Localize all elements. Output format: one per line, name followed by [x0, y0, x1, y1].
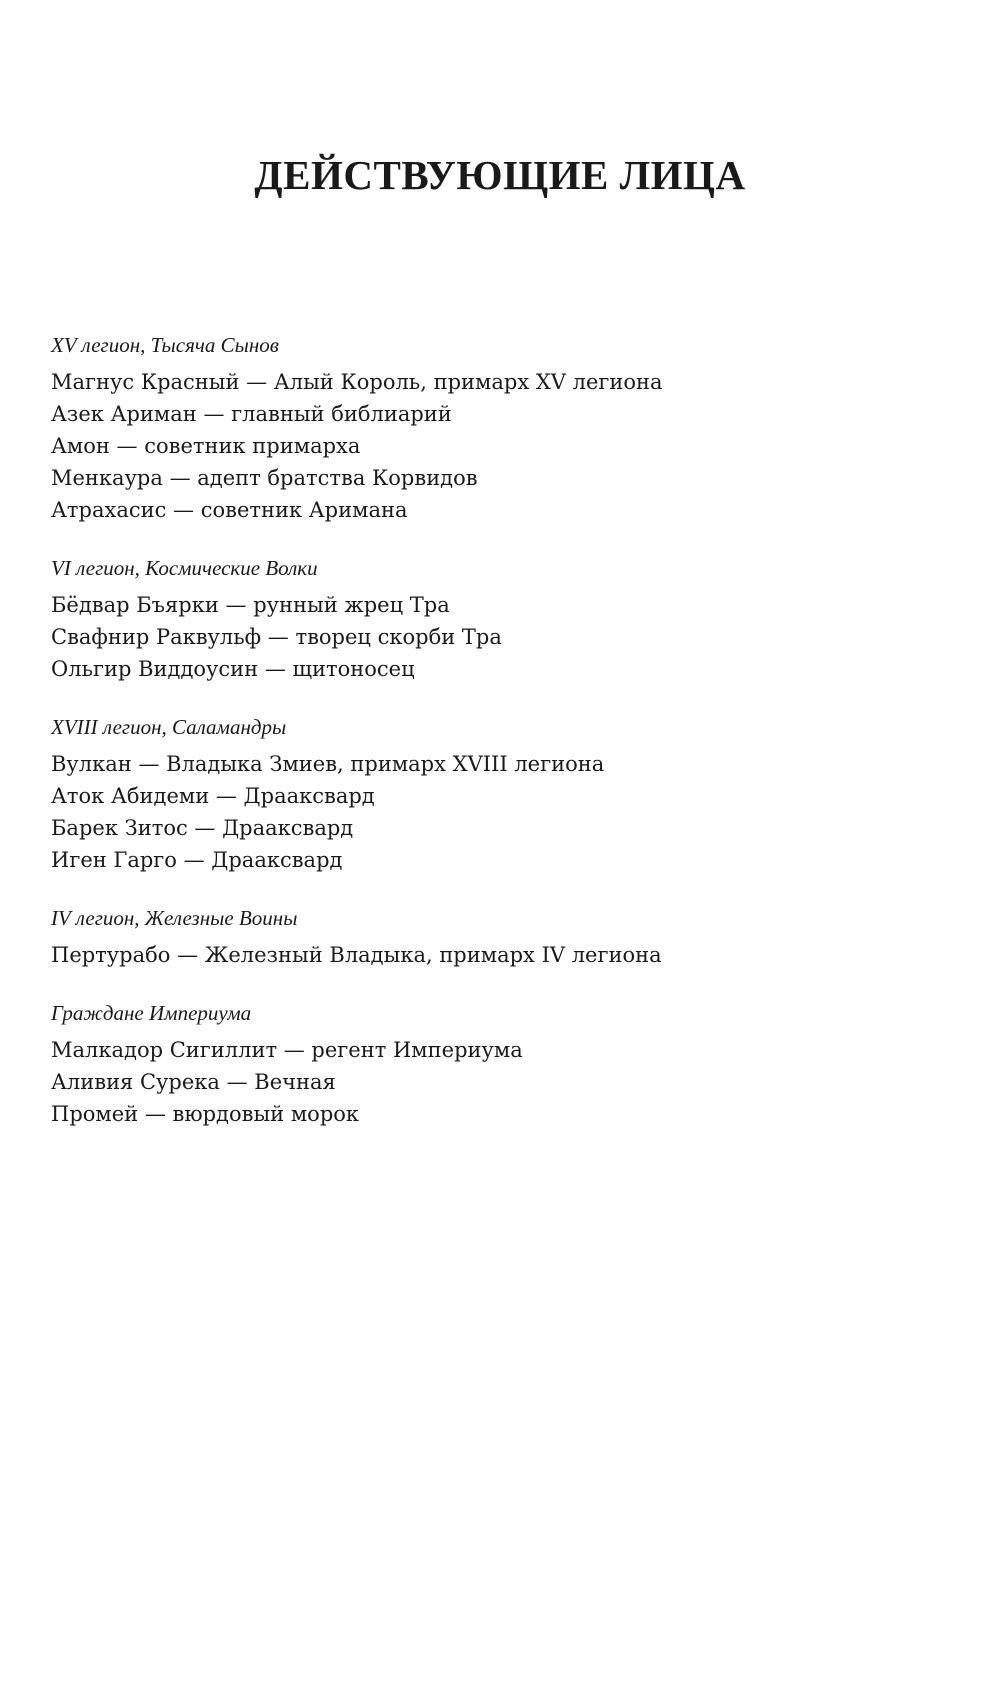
character-entry: Амон — советник примарха	[51, 434, 361, 458]
group-space-wolves	[51, 553, 951, 685]
group-heading: VI легион, Космические Волки	[51, 556, 318, 580]
character-entry: Магнус Красный — Алый Король, примарх XV легиона	[51, 370, 663, 394]
group-thousand-sons	[51, 330, 951, 526]
character-entry: Атрахасис — советник Аримана	[51, 498, 408, 522]
group-imperium-citizens	[51, 998, 951, 1130]
group-salamanders	[51, 712, 951, 876]
character-entry: Ольгир Виддоусин — щитоносец	[51, 657, 415, 681]
character-entry: Бёдвар Бъярки — рунный жрец Тра	[51, 593, 450, 617]
character-entry: Аток Абидеми — Драаксвард	[51, 784, 375, 808]
group-iron-warriors	[51, 903, 951, 971]
character-entry: Менкаура — адепт братства Корвидов	[51, 466, 478, 490]
character-entry: Барек Зитос — Драаксвард	[51, 816, 354, 840]
group-heading: Граждане Империума	[51, 1001, 252, 1025]
character-entry: Аливия Сурека — Вечная	[51, 1070, 336, 1094]
character-entry: Свафнир Раквульф — творец скорби Тра	[51, 625, 502, 649]
character-entry: Малкадор Сигиллит — регент Империума	[51, 1038, 523, 1062]
character-entry: Промей — вюрдовый морок	[51, 1102, 360, 1126]
group-heading: XV легион, Тысяча Сынов	[51, 333, 279, 357]
group-heading: XVIII легион, Саламандры	[51, 715, 287, 739]
character-list	[51, 330, 951, 1157]
character-entry: Иген Гарго — Драаксвард	[51, 848, 343, 872]
page-title: ДЕЙСТВУЮЩИЕ ЛИЦА	[254, 152, 746, 198]
character-entry: Вулкан — Владыка Змиев, примарх XVIII легиона	[51, 752, 605, 776]
character-entry: Азек Ариман — главный библиарий	[51, 402, 452, 426]
character-entry: Пертурабо — Железный Владыка, примарх IV легиона	[51, 943, 662, 967]
group-heading: IV легион, Железные Воины	[51, 906, 298, 930]
